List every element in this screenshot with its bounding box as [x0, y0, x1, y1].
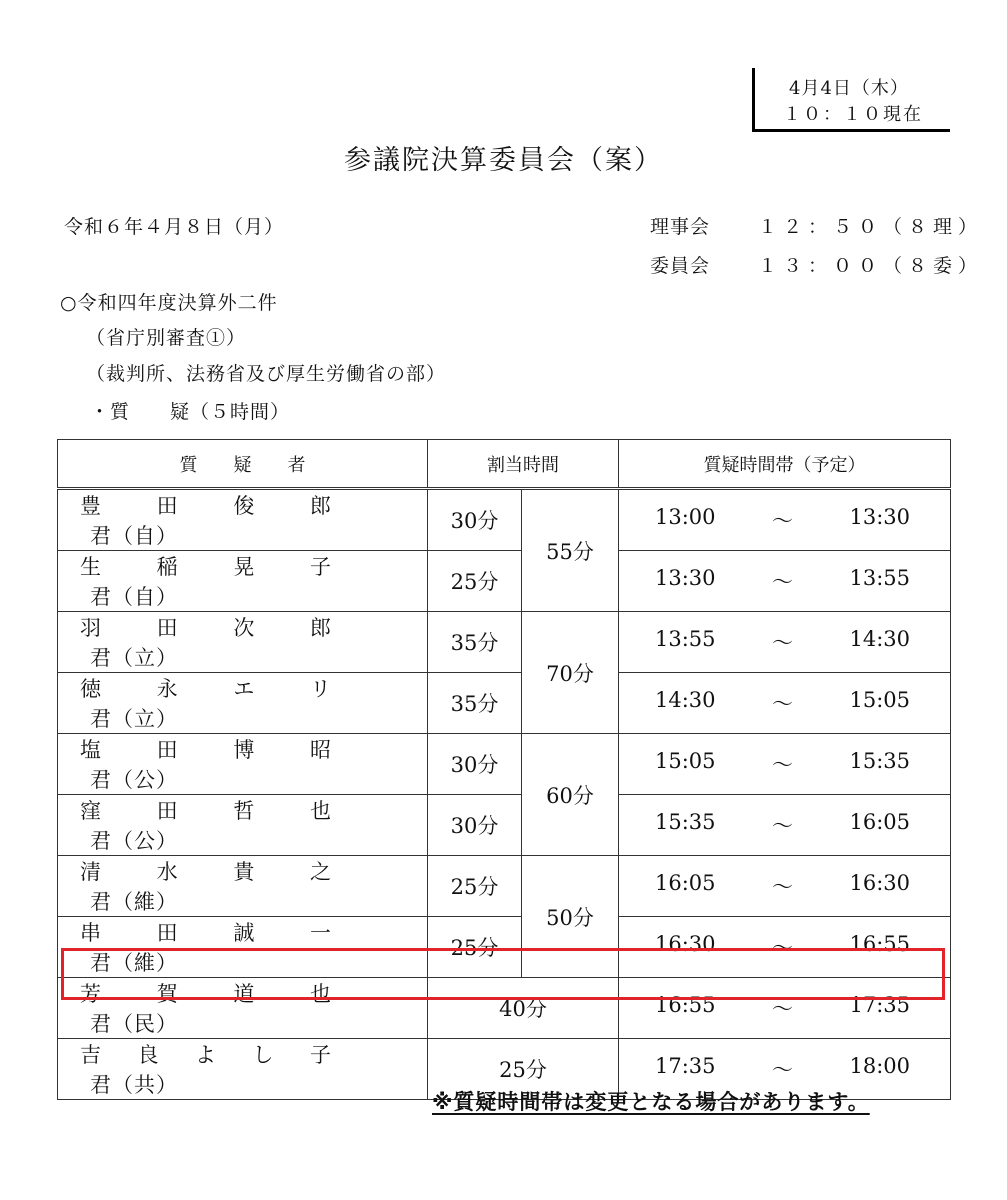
header-questioner: 質 疑 者 [58, 440, 428, 489]
party-suffix: 君（民） [90, 1012, 178, 1036]
timeslot-cell [619, 856, 951, 917]
status-time: １０：１０現在 [783, 104, 923, 125]
start-time: 15:35 [655, 810, 716, 834]
end-time: 14:30 [849, 627, 910, 651]
tilde: ～ [772, 753, 793, 777]
questioner-name: 吉良よし子 [80, 1043, 332, 1067]
start-time: 13:00 [655, 505, 716, 529]
agenda-sub: （裁判所、法務省及び厚生労働省の部） [86, 363, 447, 385]
start-time: 13:30 [655, 566, 716, 590]
questioner-name: 豊田俊郎 [80, 494, 332, 518]
status-box [752, 68, 950, 132]
party-suffix: 君（共） [90, 1073, 178, 1097]
allotted-minutes: 25分 [428, 551, 522, 612]
questioner-table [57, 439, 951, 1100]
agenda-sub: ・質 疑（５時間） [90, 401, 291, 423]
table-row [58, 795, 951, 856]
allotted-group: 50分 [522, 856, 619, 978]
timeslot-cell [619, 795, 951, 856]
questioner-cell [58, 489, 428, 551]
schedule-value: １３：００（８委） [758, 255, 984, 277]
schedule-row [650, 212, 983, 239]
party-suffix: 君（維） [90, 951, 178, 975]
end-time: 15:05 [849, 688, 910, 712]
questioner-cell [58, 1039, 428, 1100]
start-time: 14:30 [655, 688, 716, 712]
questioner-name: 窪田哲也 [80, 799, 332, 823]
tilde: ～ [772, 509, 793, 533]
tilde: ～ [772, 692, 793, 716]
questioner-cell [58, 856, 428, 917]
status-date: 4月4日（木） [789, 78, 909, 99]
party-suffix: 君（公） [90, 829, 178, 853]
tilde: ～ [772, 570, 793, 594]
party-suffix: 君（自） [90, 524, 178, 548]
agenda-sub: （省庁別審査①） [86, 327, 247, 349]
tilde: ～ [772, 631, 793, 655]
schedule-label: 理事会 [650, 216, 711, 238]
party-suffix: 君（公） [90, 768, 178, 792]
timeslot-cell [619, 734, 951, 795]
party-suffix: 君（自） [90, 585, 178, 609]
party-suffix: 君（立） [90, 707, 178, 731]
end-time: 13:30 [849, 505, 910, 529]
table-row [58, 489, 951, 551]
tilde: ～ [772, 1058, 793, 1082]
schedule-label: 委員会 [650, 255, 711, 277]
table-row [58, 734, 951, 795]
allotted-group: 55分 [522, 489, 619, 612]
questioner-name: 芳賀道也 [80, 982, 332, 1006]
start-time: 17:35 [655, 1054, 716, 1078]
allotted-minutes: 30分 [428, 489, 522, 551]
table-row [58, 612, 951, 673]
tilde: ～ [772, 936, 793, 960]
questioner-name: 串田誠一 [80, 921, 332, 945]
tilde: ～ [772, 875, 793, 899]
end-time: 16:55 [849, 932, 910, 956]
allotted-minutes: 35分 [428, 612, 522, 673]
timeslot-cell [619, 551, 951, 612]
allotted-minutes: 25分 [428, 856, 522, 917]
highlight-box [61, 948, 945, 1000]
start-time: 16:55 [655, 993, 716, 1017]
table-row [58, 856, 951, 917]
party-suffix: 君（立） [90, 646, 178, 670]
table-header-row [58, 440, 951, 489]
end-time: 16:05 [849, 810, 910, 834]
timeslot-cell [619, 612, 951, 673]
allotted-total: 25分 [428, 1039, 619, 1100]
header-allotted: 割当時間 [428, 440, 619, 489]
end-time: 17:35 [849, 993, 910, 1017]
questioner-name: 羽田次郎 [80, 616, 332, 640]
questioner-cell [58, 734, 428, 795]
questioner-name: 徳永エリ [80, 677, 332, 701]
allotted-minutes: 30分 [428, 795, 522, 856]
start-time: 16:30 [655, 932, 716, 956]
header-timeslot: 質疑時間帯（予定） [619, 440, 951, 489]
allotted-minutes: 35分 [428, 673, 522, 734]
table-row [58, 551, 951, 612]
questioner-name: 塩田博昭 [80, 738, 332, 762]
start-time: 16:05 [655, 871, 716, 895]
questioner-cell [58, 612, 428, 673]
timeslot-cell [619, 489, 951, 551]
allotted-minutes: 25分 [428, 917, 522, 978]
questioner-cell [58, 795, 428, 856]
meeting-date: 令和６年４月８日（月） [64, 216, 285, 238]
party-suffix: 君（維） [90, 890, 178, 914]
questioner-name: 生稲晃子 [80, 555, 332, 579]
start-time: 13:55 [655, 627, 716, 651]
agenda-item: ○令和四年度決算外二件 [60, 292, 278, 314]
tilde: ～ [772, 814, 793, 838]
end-time: 18:00 [849, 1054, 910, 1078]
schedule-row [650, 251, 983, 278]
end-time: 13:55 [849, 566, 910, 590]
footnote: ※質疑時間帯は変更となる場合があります。 [432, 1090, 870, 1114]
start-time: 15:05 [655, 749, 716, 773]
allotted-group: 70分 [522, 612, 619, 734]
page-title: 参議院決算委員会（案） [344, 145, 663, 176]
questioner-cell [58, 551, 428, 612]
allotted-group: 60分 [522, 734, 619, 856]
questioner-cell [58, 673, 428, 734]
end-time: 16:30 [849, 871, 910, 895]
end-time: 15:35 [849, 749, 910, 773]
allotted-total: 40分 [428, 978, 619, 1039]
questioner-name: 清水貴之 [80, 860, 332, 884]
timeslot-cell [619, 673, 951, 734]
allotted-minutes: 30分 [428, 734, 522, 795]
schedule-value: １２：５０（８理） [758, 216, 984, 238]
tilde: ～ [772, 997, 793, 1021]
table-row [58, 673, 951, 734]
